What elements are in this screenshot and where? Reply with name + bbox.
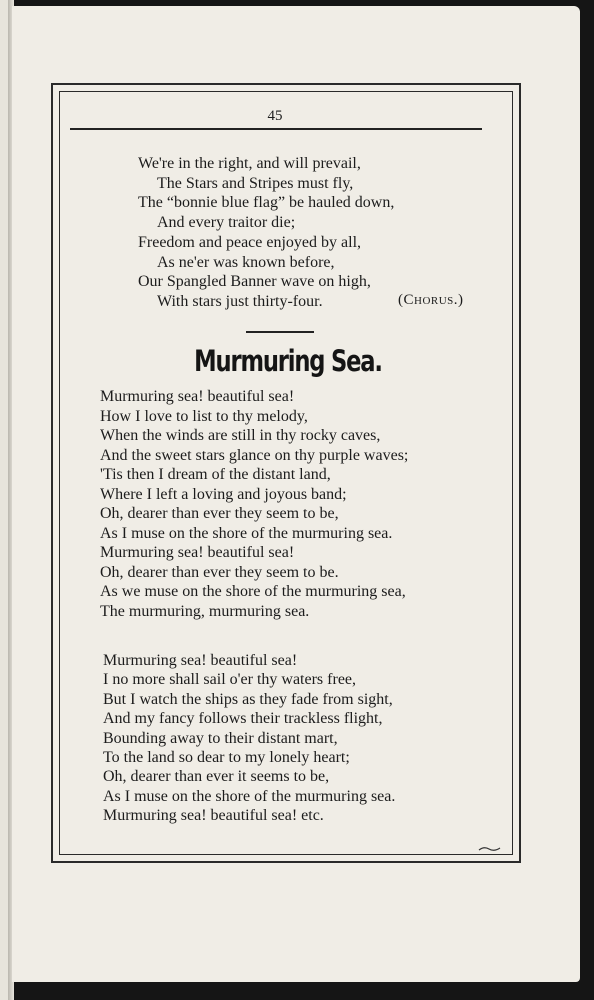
stanza-top-line: The Stars and Stripes must fly, — [157, 174, 354, 192]
stanza-top-line: And every traitor die; — [157, 214, 296, 232]
verse2-line: I no more shall sail o'er thy waters free, — [103, 671, 357, 689]
previous-page-edge — [0, 0, 8, 1000]
song-title: Murmuring Sea. — [194, 344, 382, 378]
verse2-line: Murmuring sea! beautiful sea! etc. — [103, 807, 324, 825]
stanza-top-line: Freedom and peace enjoyed by all, — [138, 233, 362, 251]
stanza-top-line: As ne'er was known before, — [157, 253, 335, 271]
verse2-line: Oh, dearer than ever it seems to be, — [103, 768, 330, 786]
verse2-line: To the land so dear to my lonely heart; — [103, 749, 350, 766]
verse1-line: And the sweet stars glance on thy purple waves; — [100, 446, 409, 464]
end-flourish — [478, 846, 502, 852]
verse2-line: As I muse on the shore of the murmuring sea. — [103, 787, 396, 805]
stanza-top-line: Our Spangled Banner wave on high, — [138, 273, 371, 291]
verse1-line: How I love to list to thy melody, — [100, 407, 308, 425]
section-divider — [246, 331, 314, 333]
verse1-line: Where I left a loving and joyous band; — [100, 485, 347, 503]
verse1-line: Murmuring sea! beautiful sea! — [100, 544, 295, 561]
verse2-line: But I watch the ships as they fade from sight, — [103, 690, 393, 708]
stanza-top-line: With stars just thirty-four. — [157, 292, 323, 310]
verse1-line: When the winds are still in thy rocky caves, — [100, 427, 381, 444]
verse2-line: Murmuring sea! beautiful sea! — [103, 652, 298, 669]
verse2-line: And my fancy follows their trackless flight, — [103, 710, 383, 728]
stanza-top-line: We're in the right, and will prevail, — [138, 155, 361, 172]
verse1-line: Oh, dearer than ever they seem to be. — [100, 563, 339, 581]
verse1-line: Murmuring sea! beautiful sea! — [100, 388, 295, 405]
verse1-line: As I muse on the shore of the murmuring sea. — [100, 524, 393, 542]
header-rule — [70, 128, 482, 130]
verse1-line: 'Tis then I dream of the distant land, — [100, 466, 331, 483]
verse1-line: Oh, dearer than ever they seem to be, — [100, 505, 339, 522]
chorus-label: (Chorus.) — [398, 292, 464, 308]
stanza-top-line: The “bonnie blue flag” be hauled down, — [138, 194, 395, 212]
page-number: 45 — [267, 108, 283, 124]
verse1-line: The murmuring, murmuring sea. — [100, 602, 310, 620]
verse2-line: Bounding away to their distant mart, — [103, 729, 338, 747]
verse1-line: As we muse on the shore of the murmuring sea, — [100, 583, 406, 600]
